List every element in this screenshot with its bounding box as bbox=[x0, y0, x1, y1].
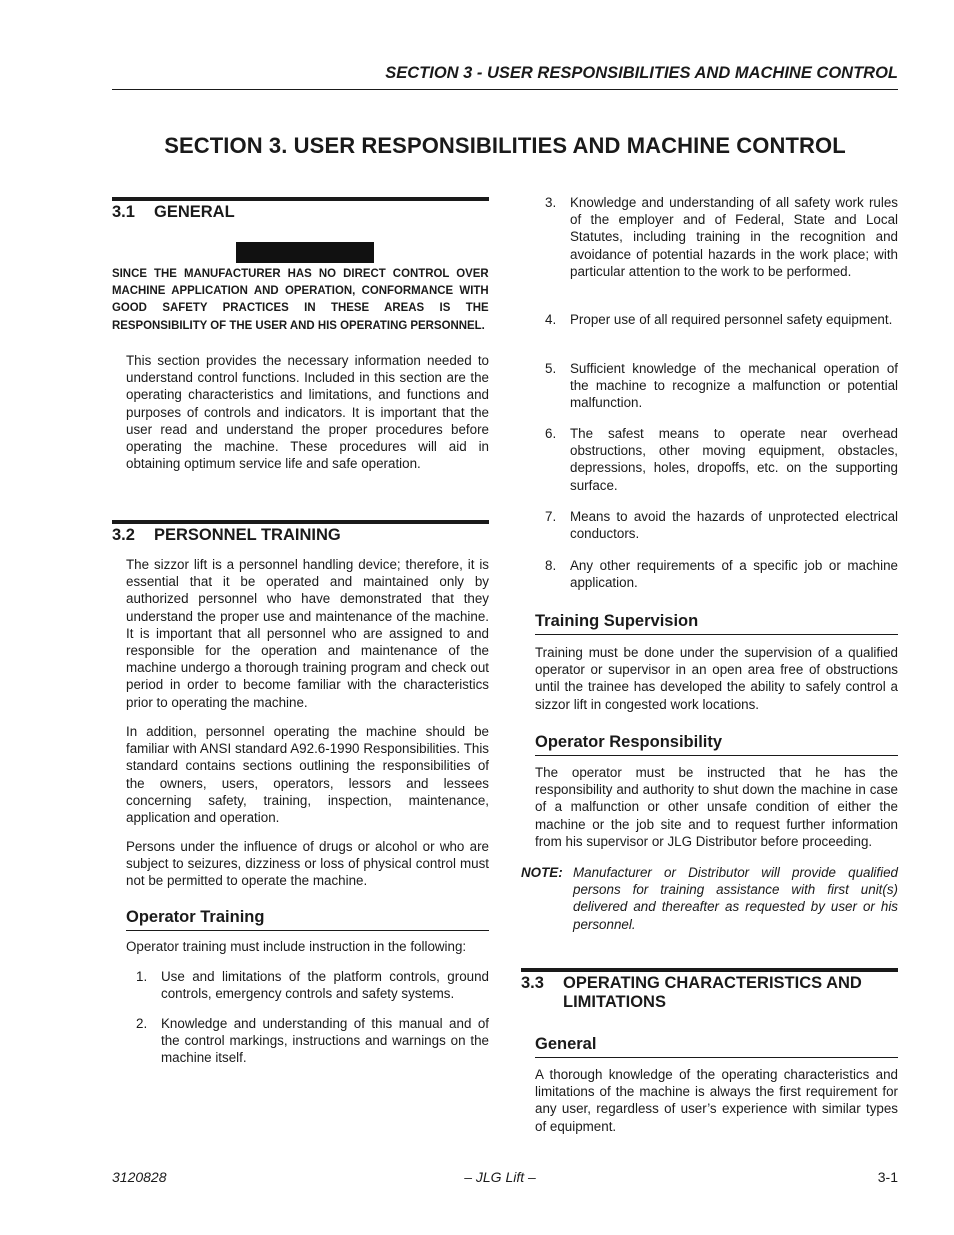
list-item bbox=[126, 1015, 489, 1071]
list-item bbox=[535, 360, 898, 416]
operator-training-rule bbox=[126, 930, 489, 931]
operator-responsibility-rule bbox=[535, 755, 898, 756]
training-paragraph-3: Persons under the influence of drugs or alcohol or who are subject to seizures, dizziness or loss of physical control must not be permitted to operate the machine. bbox=[126, 839, 489, 889]
section-title: PERSONNEL TRAINING bbox=[154, 526, 341, 544]
section-number: 3.1 bbox=[112, 203, 135, 221]
list-number: 4. bbox=[545, 312, 557, 327]
section-3-1-rule bbox=[112, 197, 489, 201]
note-text: Manufacturer or Distributor will provide qualified persons for training assistance with first unit(s) delivered and thereafter as requested by user or his personnel. bbox=[573, 865, 898, 932]
section-3-2-heading bbox=[112, 526, 489, 545]
list-text: The safest means to operate near overhead obstructions, other moving equipment, obstacles, depressions, holes, dropoffs, etc. on the supporting surface. bbox=[570, 426, 898, 493]
list-number: 2. bbox=[136, 1016, 148, 1031]
list-number: 1. bbox=[136, 969, 148, 984]
section-3-1-heading bbox=[112, 203, 489, 222]
list-number: 6. bbox=[545, 426, 557, 441]
training-supervision-rule bbox=[535, 634, 898, 635]
note-label: NOTE: bbox=[521, 865, 563, 880]
operator-responsibility-paragraph: The operator must be instructed that he has the responsibility and authority to shut down the machine in case of a malfunction or other unsafe condition of either the machine or the job site and to request further information from his supervisor or JLG Distributor before proceeding. bbox=[535, 765, 898, 849]
section-3-3-heading bbox=[521, 974, 898, 1012]
operator-training-heading: Operator Training bbox=[126, 908, 265, 926]
running-header: SECTION 3 - USER RESPONSIBILITIES AND MACHINE CONTROL bbox=[385, 64, 898, 82]
page-number: 3-1 bbox=[877, 1169, 898, 1185]
list-text: Means to avoid the hazards of unprotected electrical conductors. bbox=[570, 509, 898, 542]
list-number: 5. bbox=[545, 361, 557, 376]
caution-banner bbox=[236, 242, 374, 263]
list-number: 8. bbox=[545, 558, 557, 573]
page-title: SECTION 3. USER RESPONSIBILITIES AND MACHINE CONTROL bbox=[164, 133, 846, 158]
operator-training-intro: Operator training must include instruction in the following: bbox=[126, 939, 467, 954]
list-text: Proper use of all required personnel safety equipment. bbox=[570, 312, 893, 327]
training-supervision-heading: Training Supervision bbox=[535, 612, 699, 630]
list-text: Use and limitations of the platform controls, ground controls, emergency controls and safety systems. bbox=[161, 969, 489, 1002]
list-text: Knowledge and understanding of all safety work rules of the employer and of Federal, State and Local Statutes, including training in the recognition and avoidance of potential hazards in the work place; with particular attention to the work to be performed. bbox=[570, 195, 898, 279]
list-number: 7. bbox=[545, 509, 557, 524]
section-title: GENERAL bbox=[154, 203, 235, 221]
list-item bbox=[535, 194, 898, 298]
general-paragraph: This section provides the necessary information needed to understand control functions. Included in this section are the operating characteristics and limitations, and functions and purposes of controls and indicators. It is important that the user read and understand the proper procedures before operating the machine. These procedures will aid in obtaining optimum service life and safe operation. bbox=[126, 353, 489, 472]
section-number: 3.2 bbox=[112, 526, 135, 544]
section-title-line-1: OPERATING CHARACTERISTICS AND bbox=[563, 974, 862, 992]
training-supervision-paragraph: Training must be done under the supervision of a qualified operator or supervisor in an open area free of obstructions until the trainee has developed the ability to safely control a sizzor lift in congested work locations. bbox=[535, 645, 898, 712]
section-number: 3.3 bbox=[521, 974, 544, 992]
header-rule bbox=[112, 89, 898, 90]
section-title-line-2: LIMITATIONS bbox=[563, 993, 666, 1011]
general-subheading-rule bbox=[535, 1057, 898, 1058]
list-item bbox=[126, 968, 489, 1008]
list-item bbox=[535, 311, 898, 351]
list-text: Knowledge and understanding of this manual and of the control markings, instructions and warnings on the machine itself. bbox=[161, 1016, 489, 1066]
section-title-block bbox=[563, 974, 862, 1012]
footer-brand: – JLG Lift – bbox=[464, 1169, 536, 1185]
operator-responsibility-heading: Operator Responsibility bbox=[535, 733, 723, 751]
caution-text: SINCE THE MANUFACTURER HAS NO DIRECT CONTROL OVER MACHINE APPLICATION AND OPERATION, CONFORMANCE WITH GOOD SAFETY PRACTICES IN THESE AREAS IS THE RESPONSIBILITY OF THE USER AND HIS OPERATING PERSONNEL. bbox=[112, 266, 489, 332]
training-paragraph-1: The sizzor lift is a personnel handling device; therefore, it is essential that it be operated and maintained only by authorized personnel who have demonstrated that they understand the proper use and maintenance of the machine. It is important that all personnel who are assigned to and responsible for the operation and maintenance of the machine undergo a thorough training program and check out period in order to become familiar with the characteristics prior to operating the machine. bbox=[126, 557, 489, 710]
section-3-2-rule bbox=[112, 520, 489, 524]
doc-number: 3120828 bbox=[112, 1169, 167, 1185]
section-3-3-rule bbox=[521, 968, 898, 972]
list-item bbox=[535, 508, 898, 548]
list-item bbox=[535, 425, 898, 497]
list-number: 3. bbox=[545, 195, 557, 210]
list-text: Any other requirements of a specific job or machine application. bbox=[570, 558, 898, 591]
list-text: Sufficient knowledge of the mechanical operation of the machine to recognize a malfunction or potential malfunction. bbox=[570, 361, 898, 411]
list-item bbox=[535, 557, 898, 597]
training-paragraph-2: In addition, personnel operating the machine should be familiar with ANSI standard A92.6-1990 Responsibilities. This standard contains sections outlining the responsibilities of the owners, users, operators, lessors and lessees concerning safety, training, inspection, maintenance, application and operation. bbox=[126, 724, 489, 826]
general-subheading: General bbox=[535, 1035, 597, 1053]
operating-general-paragraph: A thorough knowledge of the operating characteristics and limitations of the machine is always the first requirement for any user, regardless of user’s experience with similar types of equipment. bbox=[535, 1067, 898, 1134]
